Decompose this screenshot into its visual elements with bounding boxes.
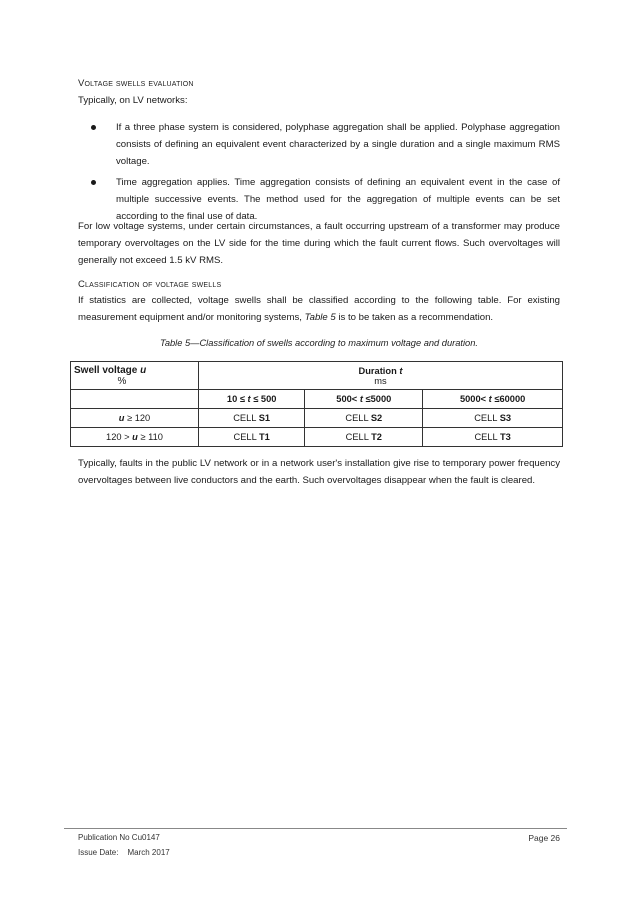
duration-unit: ms (374, 375, 387, 386)
table-row (71, 428, 563, 447)
section-heading-classification: Classification of voltage swells (78, 279, 222, 290)
table-cell: CELL T1 (199, 428, 305, 447)
bullet-text: Time aggregation applies. Time aggregation consists of defining an equivalent event in the case of multiple successive events. The method used for the aggregation of multiple events can be set according to the final use of data. (116, 177, 560, 222)
issue-date (78, 848, 170, 857)
table-caption: Table 5—Classification of swells according to maximum voltage and duration. (160, 338, 478, 348)
table-cell: CELL T3 (423, 428, 563, 447)
list-item (78, 119, 560, 170)
duration-header-cell (199, 362, 563, 390)
row-header-label: Swell voltage (74, 364, 141, 376)
table-row (71, 409, 563, 428)
table-cell: CELL S3 (423, 409, 563, 428)
row-header-cell (71, 362, 199, 390)
bullet-list (78, 119, 560, 229)
column-header: 10 ≤ t ≤ 500 (199, 390, 305, 409)
classification-paragraph (78, 292, 560, 326)
column-header: 500< t ≤5000 (305, 390, 423, 409)
issue-date-value: March 2017 (127, 848, 170, 857)
empty-corner-cell (71, 390, 199, 409)
table-cell: CELL T2 (305, 428, 423, 447)
paragraph-text: If statistics are collected, voltage swells shall be classified according to the following table. For existing measurement equipment and/or monitoring systems, (78, 295, 560, 323)
row-label: u ≥ 120 (71, 409, 199, 428)
intro-text: Typically, on LV networks: (78, 95, 188, 106)
duration-var: t (399, 365, 403, 376)
duration-label: Duration (358, 365, 400, 376)
row-header-var: u (140, 364, 147, 376)
row-header-unit: % (117, 375, 127, 387)
swell-classification-table (70, 361, 563, 447)
bullet-icon (91, 180, 96, 185)
column-header: 5000< t ≤60000 (423, 390, 563, 409)
issue-date-label: Issue Date: (78, 848, 119, 857)
footer-divider (64, 828, 567, 829)
bullet-icon (91, 125, 96, 130)
row-label: 120 > u ≥ 110 (71, 428, 199, 447)
page-number: Page 26 (528, 833, 560, 843)
table-cell: CELL S1 (199, 409, 305, 428)
section-heading-voltage-swells: Voltage swells evaluation (78, 78, 194, 89)
bullet-text: If a three phase system is considered, polyphase aggregation shall be applied. Polyphase aggregation consists of defining an equivalent event characterized by a single duration and a single maximum RMS voltage. (116, 122, 560, 167)
table-cell: CELL S2 (305, 409, 423, 428)
closing-paragraph: Typically, faults in the public LV network or in a network user's installation give rise to temporary power frequency overvoltages between live conductors and the earth. Such overvoltages disappear when the fault is cleared. (78, 458, 560, 486)
paragraph-text: is to be taken as a recommendation. (335, 312, 494, 323)
overvoltage-paragraph: For low voltage systems, under certain circumstances, a fault occurring upstream of a transformer may produce temporary overvoltages on the LV side for the time during which the fault current flows. Such overvoltages will generally not exceed 1.5 kV RMS. (78, 221, 560, 266)
publication-number: Publication No Cu0147 (78, 833, 160, 842)
table-reference: Table 5 (304, 312, 336, 323)
